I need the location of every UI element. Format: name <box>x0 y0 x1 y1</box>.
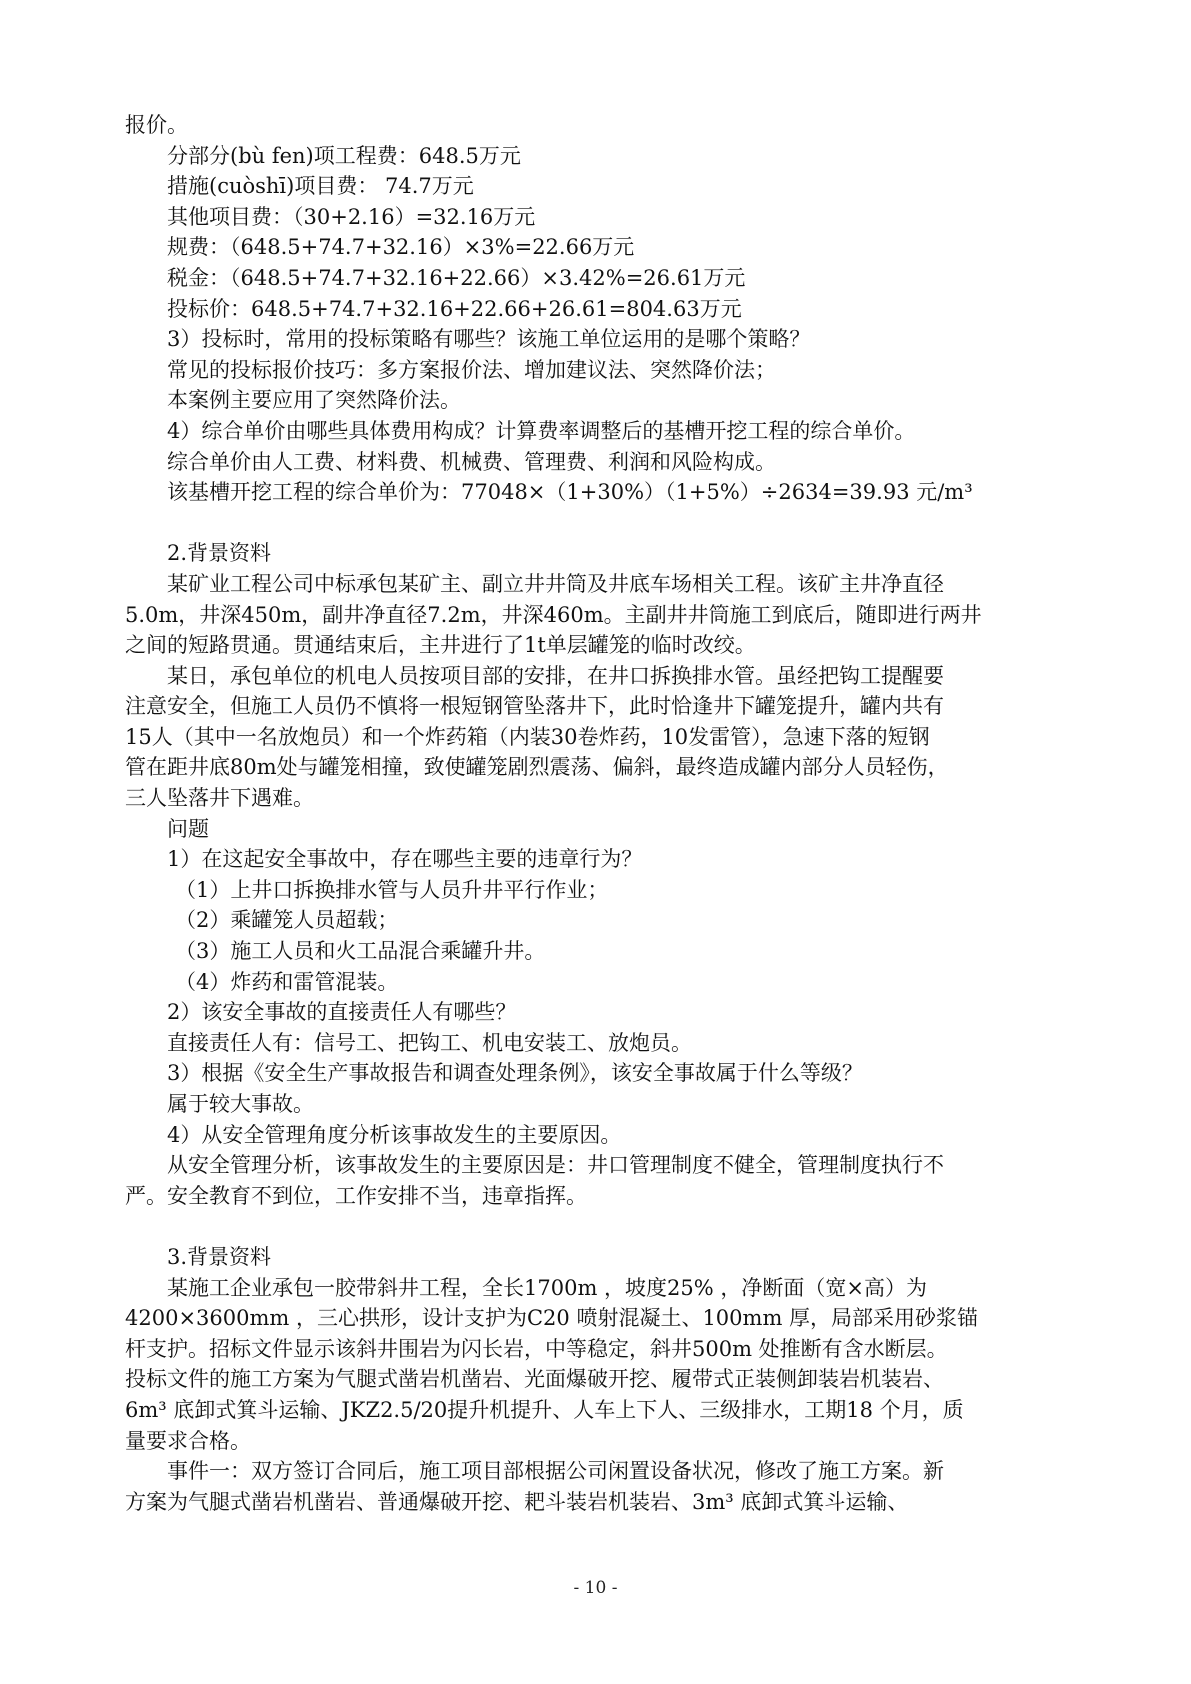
text-line: 15人（其中一名放炮员）和一个炸药箱（内装30卷炸药，10发雷管），急速下落的短钢 <box>125 724 930 749</box>
page-content <box>125 110 1065 1517</box>
text-line: 三人坠落井下遇难。 <box>125 786 314 811</box>
text-line: 量要求合格。 <box>125 1428 251 1453</box>
text-line: 问题 <box>167 816 209 841</box>
text-line: 2）该安全事故的直接责任人有哪些？ <box>167 1000 517 1025</box>
text-line: 3.背景资料 <box>167 1244 272 1269</box>
text-line: 直接责任人有：信号工、把钩工、机电安装工、放炮员。 <box>167 1030 692 1055</box>
text-line: 税金：（648.5+74.7+32.16+22.66）×3.42%=26.61万元 <box>167 265 746 290</box>
text-line: 综合单价由人工费、材料费、机械费、管理费、利润和风险构成。 <box>167 449 776 474</box>
section-gap <box>125 508 1065 539</box>
text-line: 常见的投标报价技巧：多方案报价法、增加建议法、突然降价法； <box>167 357 776 382</box>
section-case-2 <box>125 538 1065 1211</box>
text-line: 分部分(bù fen)项工程费：648.5万元 <box>167 143 521 168</box>
text-line: 注意安全，但施工人员仍不慎将一根短钢管坠落井下，此时恰逢井下罐笼提升，罐内共有 <box>125 694 944 719</box>
text-line: 方案为气腿式凿岩机凿岩、普通爆破开挖、耙斗装岩机装岩、3m³ 底卸式箕斗运输、 <box>125 1489 909 1514</box>
section-pricing-answers <box>125 110 1065 508</box>
text-line: 报价。 <box>125 113 188 137</box>
text-line: 1）在这起安全事故中，存在哪些主要的违章行为？ <box>167 847 643 872</box>
text-line: 措施(cuòshī)项目费： 74.7万元 <box>167 174 474 199</box>
text-line: 从安全管理分析，该事故发生的主要原因是：井口管理制度不健全，管理制度执行不 <box>167 1153 944 1178</box>
text-line: 严。安全教育不到位，工作安排不当，违章指挥。 <box>125 1183 587 1208</box>
text-line: 管在距井底80m处与罐笼相撞，致使罐笼剧烈震荡、偏斜，最终造成罐内部分人员轻伤， <box>125 755 949 780</box>
text-line: 某施工企业承包一胶带斜井工程，全长1700m ，坡度25% ，净断面（宽×高）为 <box>167 1275 927 1300</box>
text-line: 事件一：双方签订合同后，施工项目部根据公司闲置设备状况，修改了施工方案。新 <box>167 1459 944 1484</box>
text-line: 3）根据《安全生产事故报告和调查处理条例》，该安全事故属于什么等级？ <box>167 1061 863 1086</box>
text-line: 4）从安全管理角度分析该事故发生的主要原因。 <box>167 1122 622 1147</box>
text-line: 规费：（648.5+74.7+32.16）×3%=22.66万元 <box>167 235 635 260</box>
text-line: （4）炸药和雷管混装。 <box>175 969 399 994</box>
text-line: 投标文件的施工方案为气腿式凿岩机凿岩、光面爆破开挖、履带式正装侧卸装岩机装岩、 <box>125 1367 944 1392</box>
text-line: 4）综合单价由哪些具体费用构成？计算费率调整后的基槽开挖工程的综合单价。 <box>167 418 916 443</box>
text-line: 该基槽开挖工程的综合单价为：77048×（1+30%）（1+5%）÷2634=39.93 元/m³ <box>167 480 973 505</box>
text-line: （2）乘罐笼人员超载； <box>175 908 399 933</box>
text-line: 投标价：648.5+74.7+32.16+22.66+26.61=804.63万元 <box>167 296 742 321</box>
text-line: （3）施工人员和火工品混合乘罐升井。 <box>175 939 546 964</box>
text-line: 杆支护。招标文件显示该斜井围岩为闪长岩，中等稳定，斜井500m 处推断有含水断层。 <box>125 1336 948 1361</box>
section-case-3 <box>125 1242 1065 1517</box>
text-line: 属于较大事故。 <box>167 1092 314 1116</box>
text-line: 其他项目费：（30+2.16）=32.16万元 <box>167 204 536 229</box>
text-line: （1）上井口拆换排水管与人员升井平行作业； <box>175 877 609 902</box>
text-line: 3）投标时，常用的投标策略有哪些？该施工单位运用的是哪个策略？ <box>167 327 811 352</box>
section-gap <box>125 1211 1065 1242</box>
text-line: 2.背景资料 <box>167 541 272 566</box>
text-line: 4200×3600mm ，三心拱形，设计支护为C20 喷射混凝土、100mm 厚，局部采用砂浆锚 <box>125 1306 979 1331</box>
text-line: 之间的短路贯通。贯通结束后，主井进行了1t单层罐笼的临时改绞。 <box>125 633 756 658</box>
text-line: 5.0m，井深450m，副井净直径7.2m，井深460m。主副井井筒施工到底后，随即进行两井 <box>125 602 982 627</box>
text-line: 本案例主要应用了突然降价法。 <box>167 388 461 413</box>
text-line: 6m³ 底卸式箕斗运输、JKZ2.5/20提升机提升、人车上下人、三级排水，工期18 个月，质 <box>125 1397 964 1422</box>
page-number: - 10 - <box>573 1578 618 1598</box>
text-line: 某日，承包单位的机电人员按项目部的安排，在井口拆换排水管。虽经把钩工提醒要 <box>167 663 944 688</box>
text-line: 某矿业工程公司中标承包某矿主、副立井井筒及井底车场相关工程。该矿主井净直径 <box>167 571 944 596</box>
